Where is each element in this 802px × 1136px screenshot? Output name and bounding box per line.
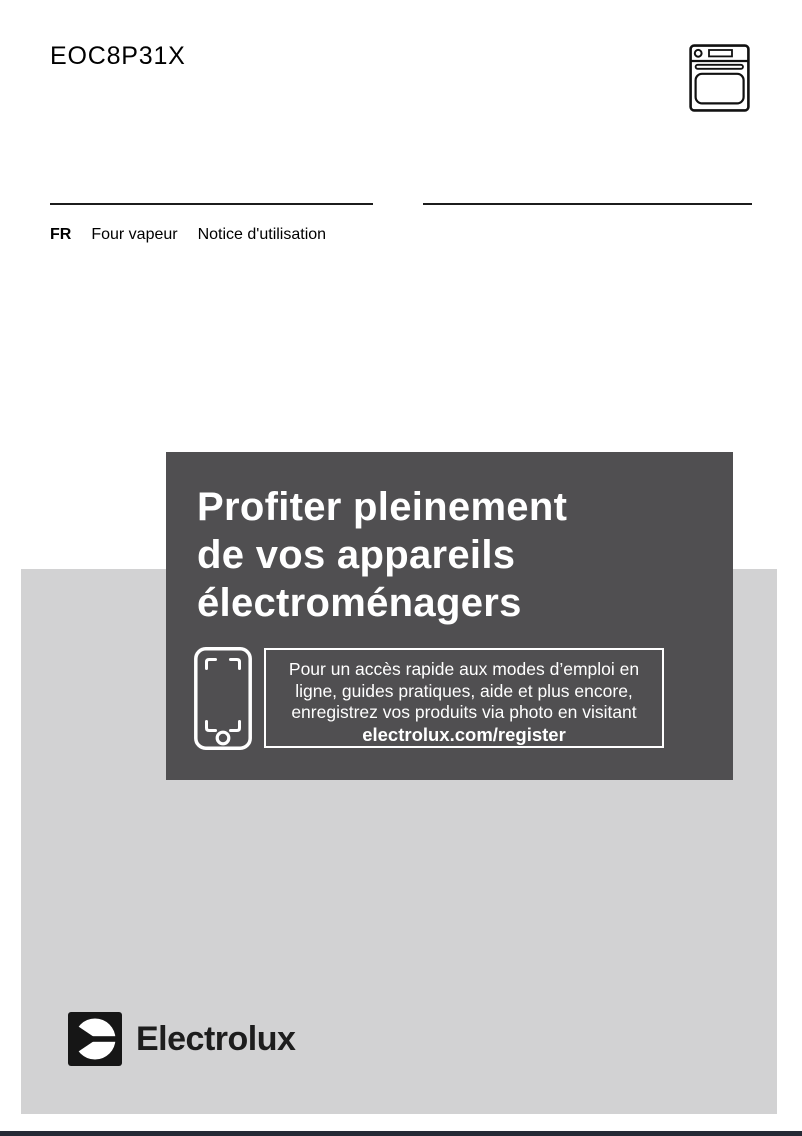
- promo-banner: [166, 452, 733, 780]
- model-number: EOC8P31X: [50, 42, 186, 70]
- header-rule-left: [50, 203, 373, 205]
- scan-phone-icon: [194, 647, 252, 750]
- header-rule-right: [423, 203, 752, 205]
- footer-bar: [0, 1131, 802, 1136]
- language-code: FR: [50, 226, 72, 243]
- product-type: Four vapeur: [91, 226, 178, 243]
- document-type: Notice d'utilisation: [197, 226, 327, 243]
- register-text-line: Pour un accès rapide aux modes d’emploi en: [288, 659, 640, 679]
- electrolux-wordmark: Electrolux: [136, 1019, 296, 1058]
- register-info-box: [264, 648, 664, 748]
- register-text-line: ligne, guides pratiques, aide et plus encore,: [295, 680, 633, 701]
- banner-heading-line: électroménagers: [197, 581, 522, 625]
- electrolux-logo-icon: [68, 1012, 122, 1066]
- language-row: [50, 226, 326, 244]
- oven-icon: [689, 44, 750, 112]
- register-text-line: enregistrez vos produits via photo en visitant: [291, 702, 637, 722]
- register-url[interactable]: electrolux.com/register: [362, 723, 566, 745]
- banner-heading-line: de vos appareils: [197, 533, 516, 577]
- banner-heading-line: Profiter pleinement: [197, 485, 568, 529]
- banner-heading: [197, 483, 567, 627]
- electrolux-logo: [68, 1012, 295, 1066]
